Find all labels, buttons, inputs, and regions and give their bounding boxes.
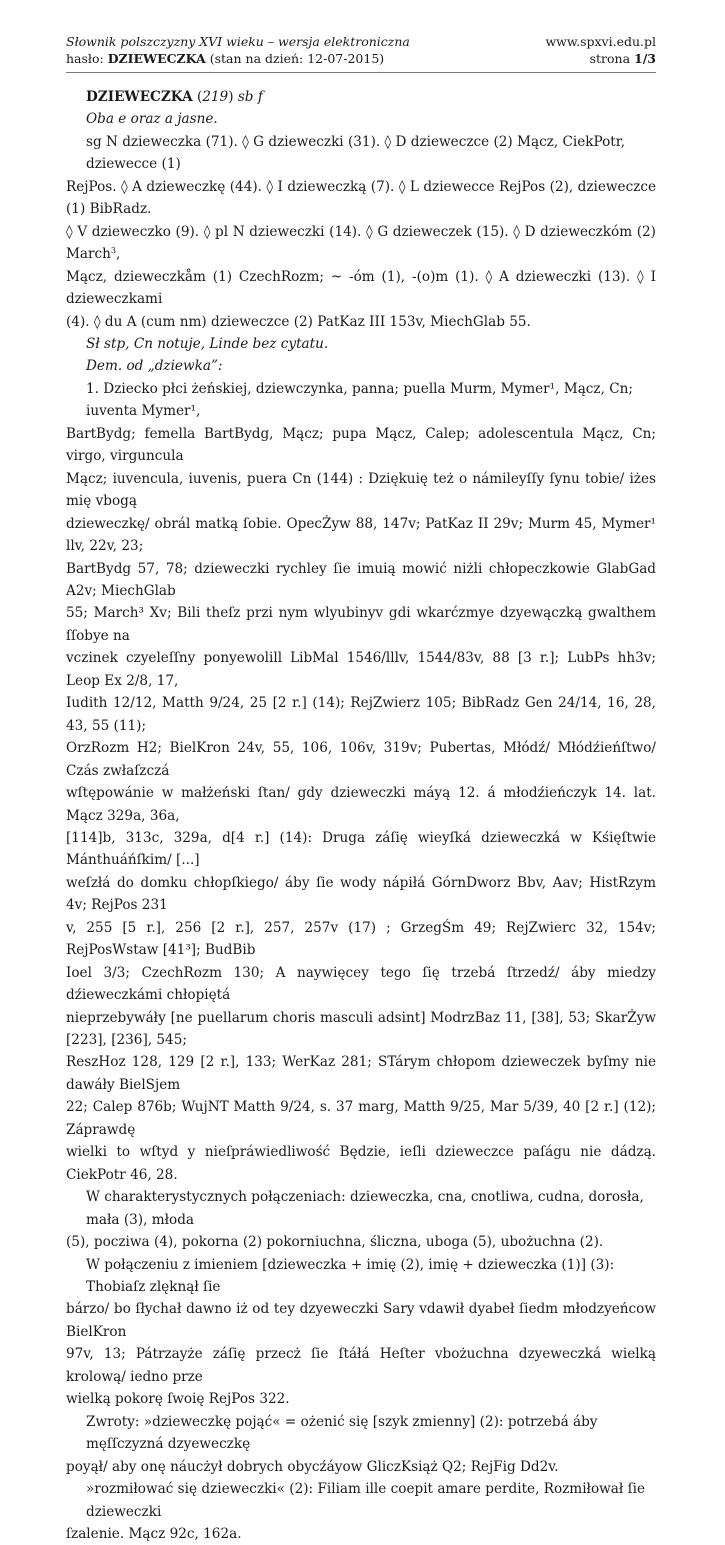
phrase-line: Zwroty: »dzieweczkę pojąć« = ożenić się [szyk zmienny] (2): potrzebá áby męſſczyzná dzyeweczkę	[86, 1413, 598, 1453]
sense-line: OrzRozm H2; BielKron 24v, 55, 106, 106v, 319v; Pubertas, Młódź/ Młódźieńſtwo/ Czás zwłaſzczá	[66, 740, 656, 779]
phrase-line: ſzalenie. Mącz 92c, 162a.	[66, 1526, 242, 1542]
name-combinations	[66, 1254, 656, 1411]
entry-info: hasło: DZIEWECZKA (stan na dzień: 12-07-2015)	[66, 51, 385, 66]
name-line: W połączeniu z imieniem [dzieweczka + imię (2), imię + dzieweczka (1)] (3): Thobiaſz zlęknął ſie	[86, 1256, 615, 1296]
sense-line: vczinek czyeleſſny ponyewolill LibMal 1546/lllv, 1544/83v, 88 [3 r.]; LubPs hh3v; Leop Ex 2/8, 17,	[66, 650, 656, 689]
spelling-note: Oba e oraz a jasne.	[86, 111, 218, 128]
phrases	[66, 1411, 656, 1478]
name-line: bárzo/ bo ſłychał dawno iż od tey dzyeweczki Sary vdawił dyabeł ſiedm młodzyeńcow BielKron	[66, 1301, 656, 1340]
sense-line: wſtępowánie w małżeński ſtan/ gdy dzieweczki máyą 12. á młodźieńczyk 14. lat. Mącz 329a, 36a,	[66, 785, 656, 824]
header-divider	[66, 72, 656, 73]
sense-line: 22; Calep 876b; WujNT Matth 9/24, s. 37 marg, Matth 9/25, Mar 5/39, 40 [2 r.] (12); Záprawdę	[66, 1099, 656, 1138]
sense-line: Iudith 12/12, Matth 9/24, 25 [2 r.] (14); RejZwierz 105; BibRadz Gen 24/14, 16, 28, 43, 55 (11);	[66, 695, 656, 734]
name-line: wielką pokorę ſwoię RejPos 322.	[66, 1391, 290, 1408]
dictionary-title: Słownik polszczyzny XVI wieku – wersja elektroniczna	[66, 34, 410, 49]
phrase-rozmilowac	[66, 1478, 656, 1545]
inflection-line-4: Mącz, dzieweczkåm (1) CzechRozm; ~ -óm (1), -(o)m (1). ◊ A dzieweczki (13). ◊ I dzieweczkami	[66, 268, 656, 308]
sense-line: nieprzebywáły [ne puellarum choris masculi adsint] ModrzBaz 11, [38], 53; SkarŻyw [223], [236], 545;	[66, 1009, 656, 1049]
char-line: (5), pocziwa (4), pokorna (2) pokorniuchna, śliczna, uboga (5), ubożuchna (2).	[66, 1234, 604, 1251]
sense-line: ReszHoz 128, 129 [2 r.], 133; WerKaz 281; STárym chłopom dzieweczek byſmy nie dawáły BielSjem	[66, 1054, 656, 1093]
name-line: 97v, 13; Pátrzayże záſię przecż ſie ſtáłá Heſter vbożuchna dzyeweczká wielką krolową/ iedno prze	[66, 1346, 656, 1385]
characteristic-combinations	[66, 1186, 656, 1253]
sense-line: v, 255 [5 r.], 256 [2 r.], 257, 257v (17) ; GrzegŚm 49; RejZwierc 32, 154v; RejPosWstaw [41³]; BudBib	[66, 919, 656, 959]
sense-line: 55; March³ Xv; Bili theſz przi nym wlyubinyv gdi wkarćzmye dzyewączką gwalthem ſſobye na	[66, 605, 656, 644]
phrase-line: poyął/ aby onę náucżył dobrych obycźáyow GliczKsiąż Q2; RejFig Dd2v.	[66, 1458, 559, 1475]
inflection-line-1: sg N dzieweczka (71). ◊ G dzieweczki (31). ◊ D dzieweczce (2) Mącz, CiekPotr, dziewecce (1)	[86, 133, 626, 173]
phrase-line: »rozmiłować się dzieweczki« (2): Filiam ille coepit amare perdite, Rozmiłował ſie dzieweczki	[86, 1481, 646, 1520]
sense-line: dzieweczkę/ obrál matką ſobie. OpecŻyw 88, 147v; PatKaz II 29v; Murm 45, Mymer¹ llv, 22v, 23;	[66, 515, 656, 555]
inflection-line-2: RejPos. ◊ A dzieweczkę (44). ◊ I dzieweczką (7). ◊ L dziewecce RejPos (2), dzieweczce (1) BibRadz.	[66, 178, 656, 218]
sense-1	[66, 378, 656, 1186]
sense-line: Ioel 3/3; CzechRozm 130; A naywięcey tego ſię trzebá ſtrzedź/ áby miedzy dźieweczkámi chłopiętá	[66, 964, 656, 1004]
sources-note: Sł stp, Cn notuje, Linde bez cytatu.	[86, 335, 329, 352]
occurrence-count: 219	[202, 89, 229, 105]
inflection-line-3: ◊ V dzieweczko (9). ◊ pl N dzieweczki (14). ◊ G dzieweczek (15). ◊ D dzieweczkóm (2) March$^3$,	[66, 223, 656, 263]
sense-line: weſzłá do domku chłopſkiego/ áby ſie wody nápiłá GórnDworz Bbv, Aav; HistRzym 4v; RejPos 231	[66, 874, 656, 914]
sense-line: 1. Dziecko płci żeńskiej, dziewczynka, panna; puella Murm, Mymer¹, Mącz, Cn; iuventa Mymer¹,	[86, 380, 633, 420]
headword-line: DZIEWECZKA (219) sb f	[86, 89, 263, 105]
char-line: W charakterystycznych połączeniach: dzieweczka, cna, cnotliwa, cudna, dorosła, mała (3), młoda	[86, 1189, 644, 1228]
derivation-note: Dem. od „dziewka”:	[86, 358, 223, 375]
inflection-line-5: (4). ◊ du A (cum nm) dzieweczce (2) PatKaz III 153v, MiechGlab 55.	[66, 313, 531, 330]
page-indicator: strona 1/3	[589, 51, 656, 66]
part-of-speech: sb f	[237, 89, 263, 105]
sense-line: Mącz; iuvencula, iuvenis, puera Cn (144) : Dziękuię też o námileyſſy ſynu tobie/ iżes mię vbogą	[66, 470, 656, 510]
sense-line: [114]b, 313c, 329a, d[4 r.] (14): Druga záſię wieyſká dzieweczká w Kśięſtwie Mánthuáńſkim/ [...]	[66, 829, 656, 869]
headword: DZIEWECZKA	[86, 89, 193, 105]
sense-line: BartBydg; femella BartBydg, Mącz; pupa Mącz, Calep; adolescentula Mącz, Cn; virgo, virguncula	[66, 425, 656, 465]
website-url[interactable]: www.spxvi.edu.pl	[545, 34, 656, 49]
sense-line: BartBydg 57, 78; dzieweczki rychley ſie imuią mowić niżli chłopeczkowie GlabGad A2v; MiechGlab	[66, 560, 656, 599]
entry-body	[66, 86, 656, 1545]
sense-line: wielki to wſtyd y nieſpráwiedliwość Będzie, ieſli dzieweczce paſágu nie dádzą. CiekPotr 46, 28.	[66, 1144, 656, 1183]
